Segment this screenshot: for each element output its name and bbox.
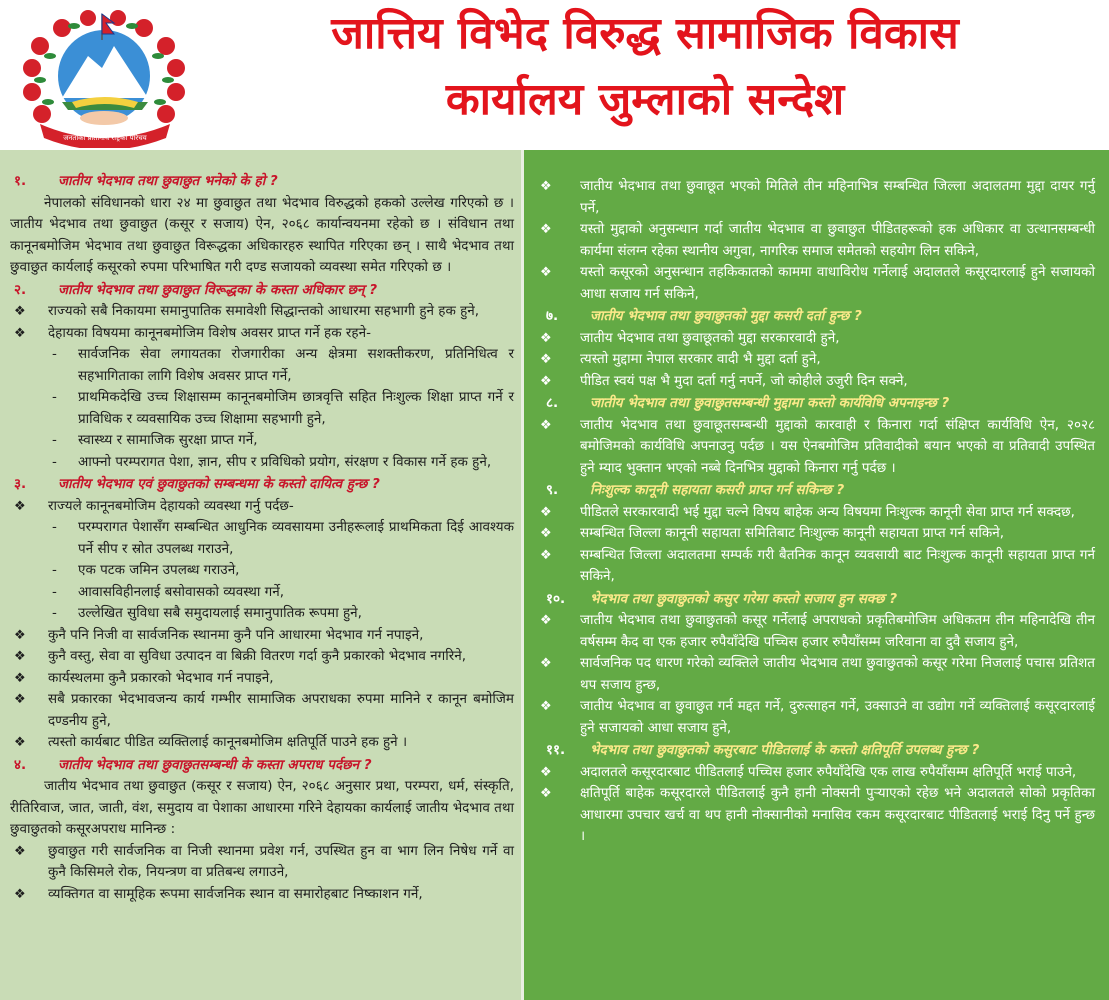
left-column xyxy=(0,150,524,1000)
dash-icon: - xyxy=(52,346,57,362)
header xyxy=(0,0,1109,150)
bullet-icon: ❖ xyxy=(540,526,552,541)
section-number: ७. xyxy=(546,308,559,324)
bullet-icon: ❖ xyxy=(540,330,552,346)
dash-icon: - xyxy=(52,519,57,535)
bullet-icon: ❖ xyxy=(540,352,552,367)
section-question: जातीय भेदभाव तथा छुवाछुत विरूद्धका के कस्ता अधिकार छन् ? xyxy=(58,281,378,298)
section-question: भेदभाव तथा छुवाछुतको कसुरबाट पीडितलाई के कस्तो क्षतिपूर्ति उपलब्ध हुन्छ ? xyxy=(590,742,980,758)
section-11-heading xyxy=(538,740,1095,762)
bullet-icon: ❖ xyxy=(14,649,26,664)
list-item: ❖ त्यस्तो कार्यबाट पीडित व्यक्तिलाई कानूनबमोजिम क्षतिपूर्ति पाउने हक हुने । xyxy=(10,732,514,754)
bullet-icon: ❖ xyxy=(14,843,26,859)
bullet-icon: ❖ xyxy=(540,417,552,433)
section-question: जातीय भेदभाव तथा छुवाछुतको मुद्दा कसरी दर्ता हुन्छ ? xyxy=(590,308,862,324)
page-title xyxy=(205,0,1085,134)
bullet-icon: ❖ xyxy=(540,764,552,780)
bullet-icon: ❖ xyxy=(14,325,26,341)
list-item: ❖ कुनै पनि निजी वा सार्वजनिक स्थानमा कुनै पनि आधारमा भेदभाव गर्न नपाइने, xyxy=(10,625,514,647)
list-item: ❖ राज्यले कानूनबमोजिम देहायको व्यवस्था गर्नु पर्दछ- xyxy=(10,496,514,518)
bullet-icon: ❖ xyxy=(540,179,552,194)
right-column xyxy=(524,150,1109,1000)
list-item: ❖ यस्तो कसूरको अनुसन्धान तहकिकातको काममा वाधाविरोध गर्नेलाई अदालतले कसूरदारलाई हुने सजायको आधा सजाय गर्न सकिने, xyxy=(540,264,1095,302)
section-question: भेदभाव तथा छुवाछुतको कसुर गरेमा कस्तो सजाय हुन सक्छ ? xyxy=(590,590,898,607)
dash-icon: - xyxy=(52,389,57,405)
list-item: ❖ सार्वजनिक पद धारण गरेको व्यक्तिले जातीय भेदभाव तथा छुवाछुतको कसूर गरेमा निजलाई पचास प्रतिशत थप सजाय हुन्छ, xyxy=(540,655,1095,693)
section-10-heading xyxy=(538,589,1095,611)
sub-list-item: - सार्वजनिक सेवा लगायतका रोजगारीका अन्य क्षेत्रमा सशक्तीकरण, प्रतिनिधित्व र सहभागिताका लागि विशेष अवसर प्राप्त गर्ने, xyxy=(52,346,514,384)
dash-icon: - xyxy=(52,562,57,578)
bullet-icon: ❖ xyxy=(540,222,552,237)
bullet-icon: ❖ xyxy=(14,627,26,643)
bullet-icon: ❖ xyxy=(14,735,26,750)
title-line-2: कार्यालय जुम्लाको सन्देश xyxy=(445,74,845,125)
section-number: ९. xyxy=(546,482,559,498)
list-item: ❖ त्यस्तो मुद्दामा नेपाल सरकार वादी भै मुद्दा दर्ता हुने, xyxy=(538,349,1095,371)
list-item: ❖ यस्तो मुद्दाको अनुसन्धान गर्दा जातीय भेदभाव वा छुवाछुत पीडितहरूको हक अधिकार वा उत्थानसम्बन्धी कार्यमा संलग्न रहेका स्थानीय अगुवा, नागरिक समाज समेतको सहयोग लिन सकिने, xyxy=(540,221,1095,259)
list-item: ❖ सम्बन्धित जिल्ला कानूनी सहायता समितिबाट निःशुल्क कानूनी सहायता प्राप्त गर्न सकिने, xyxy=(538,523,1095,545)
section-number: ८. xyxy=(546,395,559,411)
sub-list-item: - उल्लेखित सुविधा सबै समुदायलाई समानुपातिक रूपमा हुने, xyxy=(10,603,514,625)
sub-list-item: - आवासविहीनलाई बसोवासको व्यवस्था गर्ने, xyxy=(10,582,514,604)
list-item: ❖ जातीय भेदभाव तथा छुवाछुतको कसूर गर्नेलाई अपराधको प्रकृतिबमोजिम अधिकतम तीन महिनादेखि तीन वर्षसम्म कैद वा एक हजार रुपैयाँदेखि पच्चिस हजार रुपैयाँसम्म जरिवाना वा दुवै सजाय हुने, xyxy=(540,612,1095,650)
bullet-icon: ❖ xyxy=(540,373,552,389)
list-item: ❖ कार्यस्थलमा कुनै प्रकारको भेदभाव गर्न नपाइने, xyxy=(10,668,514,690)
list-item: ❖ जातीय भेदभाव वा छुवाछुत गर्न मद्दत गर्ने, दुरुत्साहन गर्ने, उक्साउने वा उद्योग गर्ने व्यक्तिलाई कसूरदारलाई हुने सजायको आधा सजाय हुने, xyxy=(540,698,1095,736)
sub-list-item: - स्वास्थ्य र सामाजिक सुरक्षा प्राप्त गर्ने, xyxy=(10,430,514,452)
sub-list-item: - परम्परागत पेशासँग सम्बन्धित आधुनिक व्यवसायमा उनीहरूलाई प्राथमिकता दिई आवश्यक पर्ने सीप र स्रोत उपलब्ध गराउने, xyxy=(52,519,514,557)
section-number: १. xyxy=(14,173,27,189)
sub-list-item: - एक पटक जमिन उपलब्ध गराउने, xyxy=(10,560,514,582)
list-item: ❖ पीडितले सरकारवादी भई मुद्दा चल्ने विषय बाहेक अन्य विषयमा निःशुल्क कानूनी सेवा प्राप्त गर्न सक्दछ, xyxy=(538,502,1095,524)
sub-list-item: - आफ्नो परम्परागत पेशा, ज्ञान, सीप र प्रविधिको प्रयोग, संरक्षण र विकास गर्ने हक हुने, xyxy=(10,452,514,474)
bullet-icon: ❖ xyxy=(540,504,552,520)
section-question: निःशुल्क कानूनी सहायता कसरी प्राप्त गर्न सकिन्छ ? xyxy=(590,482,845,498)
sub-list-item: - प्राथमिकदेखि उच्च शिक्षासम्म कानूनबमोजिम छात्रवृत्ति सहित निःशुल्क शिक्षा प्राप्त गर्ने र प्राविधिक र व्यवसायिक उच्च शिक्षामा सहभागी हुने, xyxy=(52,389,514,427)
section-number: १०. xyxy=(546,590,566,607)
bullet-icon: ❖ xyxy=(540,786,552,801)
list-item: ❖ पीडित स्वयं पक्ष भै मुदा दर्ता गर्नु नपर्ने, जो कोहीले उजुरी दिन सक्ने, xyxy=(538,371,1095,393)
bullet-icon: ❖ xyxy=(540,265,552,280)
list-item: ❖ राज्यको सबै निकायमा समानुपातिक समावेशी सिद्धान्तको आधारमा सहभागी हुने हक हुने, xyxy=(10,301,514,323)
title-line-1: जात्तिय विभेद विरुद्ध सामाजिक विकास xyxy=(331,8,959,59)
section-4-paragraph: जातीय भेदभाव तथा छुवाछुत (कसूर र सजाय) ऐन, २०६८ अनुसार प्रथा, परम्परा, धर्म, संस्कृति, रीतिरिवाज, जात, जाती, वंश, समुदाय वा पेशाका आधारमा गरिने देहायका कार्यलाई जातीय भेदभाव तथा छुवाछुतको कसूरअपराध मानिन्छ : xyxy=(10,778,514,837)
list-item: ❖ सबै प्रकारका भेदभावजन्य कार्य गम्भीर सामाजिक अपराधका रुपमा मानिने र कानून बमोजिम दण्डनीय हुने, xyxy=(10,689,514,732)
section-question: जातीय भेदभाव तथा छुवाछुत भनेको के हो ? xyxy=(58,173,278,189)
section-question: जातीय भेदभाव तथा छुवाछुतसम्बन्धी के कस्ता अपराध पर्दछन ? xyxy=(58,756,372,773)
list-item: ❖ व्यक्तिगत वा सामूहिक रूपमा सार्वजनिक स्थान वा समारोहबाट निष्काशन गर्ने, xyxy=(10,884,514,906)
section-number: ३. xyxy=(14,476,27,492)
bullet-icon: ❖ xyxy=(540,656,552,671)
section-number: ४. xyxy=(14,756,27,773)
section-3-heading xyxy=(10,474,514,496)
dash-icon: - xyxy=(52,583,57,600)
section-number: २. xyxy=(14,281,27,298)
bullet-icon: ❖ xyxy=(14,886,26,902)
bullet-icon: ❖ xyxy=(14,692,26,707)
section-question: जातीय भेदभाव एवं छुवाछुतको सम्बन्धमा के कस्तो दायित्व हुन्छ ? xyxy=(58,476,380,492)
bullet-icon: ❖ xyxy=(14,498,26,514)
emblem-ribbon-text: जनताको प्रतिनिधि राष्ट्रको परिचय xyxy=(63,134,147,142)
section-number: ११. xyxy=(546,742,566,758)
section-question: जातीय भेदभाव तथा छुवाछुतसम्बन्धी मुद्दामा कस्तो कार्यविधि अपनाइन्छ ? xyxy=(590,395,950,411)
list-item: ❖ जातीय भेदभाव तथा छुवाछूत भएको मितिले तीन महिनाभित्र सम्बन्धित जिल्ला अदालतमा मुद्दा दायर गर्नु पर्ने, xyxy=(540,178,1095,216)
dash-icon: - xyxy=(52,432,57,448)
section-7-heading xyxy=(538,306,1095,328)
bullet-icon: ❖ xyxy=(14,304,26,319)
list-item: ❖ छुवाछुत गरी सार्वजनिक वा निजी स्थानमा प्रवेश गर्न, उपस्थित हुन वा भाग लिन निषेध गर्ने वा कुनै किसिमले रोक, नियन्त्रण वा प्रतिबन्ध लगाउने, xyxy=(10,841,514,884)
bullet-icon: ❖ xyxy=(540,613,552,628)
bullet-icon: ❖ xyxy=(540,699,552,714)
dash-icon: - xyxy=(52,453,57,470)
list-item: ❖ अदालतले कसूरदारबाट पीडितलाई पच्चिस हजार रुपैयाँदेखि एक लाख रुपैयाँसम्म क्षतिपूर्ति भराई पाउने, xyxy=(538,762,1095,784)
dash-icon: - xyxy=(52,605,57,621)
section-4-heading xyxy=(10,755,514,777)
list-item: ❖ क्षतिपूर्ति बाहेक कसूरदारले पीडितलाई कुनै हानी नोक्सनी पुऱ्याएको रहेछ भने अदालतले सोको प्रकृतिका आधारमा उपचार खर्च वा थप हानी नोक्सानीको मनासिव रकम कसूरदारबाट पीडितलाई भराई दिनु पर्ने हुन्छ । xyxy=(540,785,1095,844)
list-item: ❖ देहायका विषयमा कानूनबमोजिम विशेष अवसर प्राप्त गर्ने हक रहने- xyxy=(10,323,514,345)
bullet-icon: ❖ xyxy=(14,670,26,686)
section-1-paragraph: नेपालको संविधानको धारा २४ मा छुवाछुत तथा भेदभाव विरुद्धको हकको उल्लेख गरिएको छ । जातीय भेदभाव तथा छुवाछुत (कसूर र सजाय) ऐन, २०६८ कार्यान्वयनमा रहेको छ । संविधान तथा कानूनबमोजिम भेदभाव तथा छुवाछुत विरूद्धका अधिकारहरु स्थापित गरिएका छन् । साथै भेदभाव तथा छुवाछुत कार्यलाई कसूरको रुपमा परिभाषित गरी दण्ड सजायको व्यवस्था समेत गरिएको छ । xyxy=(10,194,514,275)
section-2-heading xyxy=(10,280,514,302)
nepal-emblem-icon xyxy=(10,6,200,148)
bullet-icon: ❖ xyxy=(540,547,552,563)
section-9-heading xyxy=(538,480,1095,502)
section-1-heading xyxy=(10,171,514,193)
section-8-heading xyxy=(538,393,1095,415)
list-item: ❖ जातीय भेदभाव तथा छुवाछूतको मुद्दा सरकारवादी हुने, xyxy=(538,328,1095,350)
list-item: ❖ जातीय भेदभाव तथा छुवाछूतसम्बन्धी मुद्दाको कारवाही र किनारा गर्दा संक्षिप्त कार्यविधि ऐन, २०२८ बमोजिमको कार्यविधि अपनाउनु पर्दछ । यस ऐनबमोजिम प्रतिवादीको बयान भएको वा प्रतिवादी उपस्थित हुने म्याद भुक्तान भएको नब्बे दिनभित्र मुद्दाको किनारा गर्नु पर्दछ । xyxy=(540,416,1095,476)
list-item: ❖ सम्बन्धित जिल्ला अदालतमा सम्पर्क गरी बैतनिक कानून व्यवसायी बाट निःशुल्क कानूनी सहायता प्राप्त गर्न सकिने, xyxy=(540,546,1095,584)
list-item: ❖ कुनै वस्तु, सेवा वा सुविधा उत्पादन वा बिक्री वितरण गर्दा कुनै प्रकारको भेदभाव नगरिने, xyxy=(10,646,514,668)
